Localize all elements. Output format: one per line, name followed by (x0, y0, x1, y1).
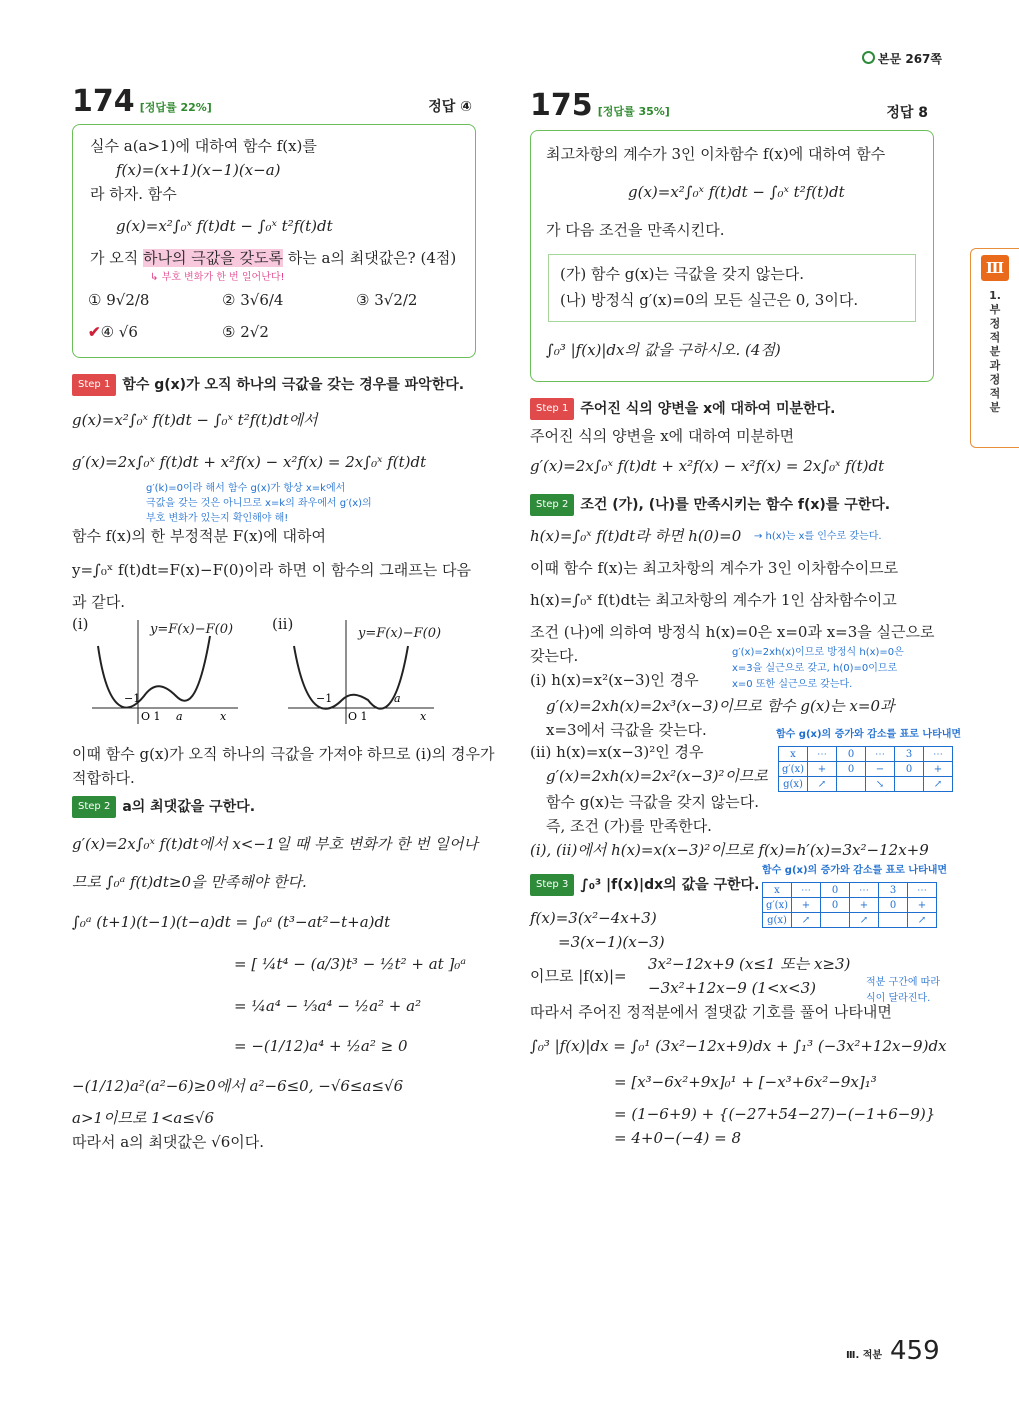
choice-3: ③ 3√2/2 (356, 291, 418, 309)
a175-5: h(x)=∫₀ˣ f(t)dt는 최고차항의 계수가 1인 삼차함수이고 (530, 591, 897, 609)
a175-12: g′(x)=2xh(x)=2x²(x−3)²이므로 (546, 767, 768, 785)
svg-text:x: x (420, 710, 427, 723)
sign-table-2: x ⋯ 0 ⋯ 3 ⋯ g′(x) + 0 + 0 + g(x) ↗ ↗ ↗ (762, 882, 937, 928)
step1-174: Step 1 함수 g(x)가 오직 하나의 극값을 갖는 경우를 파악한다. (72, 374, 464, 396)
s174-1: g(x)=x²∫₀ˣ f(t)dt − ∫₀ˣ t²f(t)dt에서 (72, 411, 318, 429)
a175-18a: 이므로 |f(x)|= (530, 967, 627, 985)
problem-number: 175 (530, 88, 593, 123)
step2-174: Step 2 a의 최댓값을 구한다. (72, 796, 255, 818)
a175-13: 함수 g(x)는 극값을 갖지 않는다. (546, 793, 759, 811)
correct-rate: [정답률 22%] (139, 101, 212, 114)
a175-15: (i), (ii)에서 h(x)=x(x−3)²이므로 f(x)=h′(x)=3x²−12x+9 (530, 841, 929, 859)
a175-22: = (1−6+9) + {(−27+54−27)−(−1+6−9)} (614, 1105, 936, 1123)
s174-7: 적합하다. (72, 769, 135, 787)
svg-text:−1: −1 (124, 692, 141, 705)
a175-7-note3: x=0 또한 실근으로 갖는다. (732, 679, 853, 690)
note174-1: g′(k)=0이라 해서 함수 g(x)가 항상 x=k에서 (146, 483, 346, 494)
a175-23: = 4+0−(−4) = 8 (614, 1129, 742, 1147)
choice-1: ① 9√2/8 (88, 291, 150, 309)
svg-text:x: x (220, 710, 227, 723)
choice-5: ⑤ 2√2 (222, 323, 269, 341)
s174-10: ∫₀ᵃ (t+1)(t−1)(t−a)dt = ∫₀ᵃ (t³−at²−t+a)dt (72, 913, 391, 931)
q174-line5: 가 오직 하나의 극값을 갖도록 하는 a의 최댓값은? (4점) (90, 249, 457, 267)
q174-note: ↳ 부호 변화가 한 번 일어난다! (150, 272, 285, 283)
q174-line4: g(x)=x²∫₀ˣ f(t)dt − ∫₀ˣ t²f(t)dt (116, 217, 333, 235)
a175-7: 갖는다. (530, 647, 579, 665)
answer-label: 정답 8 (886, 105, 928, 121)
a175-1: 주어진 식의 양변을 x에 대하여 미분하면 (530, 427, 795, 445)
note174-2: 극값을 갖는 것은 아니므로 x=k의 좌우에서 g′(x)의 (146, 498, 372, 509)
q174-line2: f(x)=(x+1)(x−1)(x−a) (116, 161, 281, 179)
problem-number: 174 (72, 84, 135, 119)
s174-14: −(1/12)a²(a²−6)≥0에서 a²−6≤0, −√6≤a≤√6 (72, 1077, 404, 1095)
a175-3-note: → h(x)는 x를 인수로 갖는다. (754, 531, 882, 542)
graph2-label: (ii) (272, 615, 294, 633)
s174-11: = [ ¼t⁴ − (a/3)t³ − ½t² + at ]₀ᵃ (234, 955, 466, 973)
q174-line3: 라 하자. 함수 (90, 185, 177, 203)
svg-text:a: a (394, 692, 401, 705)
a175-4: 이때 함수 f(x)는 최고차항의 계수가 3인 이차함수이므로 (530, 559, 899, 577)
s174-16: 따라서 a의 최댓값은 √6이다. (72, 1133, 265, 1151)
check-mark-icon: ✔ (88, 323, 101, 341)
circle-icon (862, 51, 875, 64)
a175-19: 따라서 주어진 정적분에서 절댓값 기호를 풀어 나타내면 (530, 1003, 892, 1021)
correct-rate: [정답률 35%] (597, 105, 670, 118)
page-number: 459 (890, 1336, 940, 1366)
a175-18b: 3x²−12x+9 (x≤1 또는 x≥3) (648, 955, 851, 973)
chapter-label: 1. 부정적분과 정적분 (989, 289, 1001, 414)
sign-table-1: x ⋯ 0 ⋯ 3 ⋯ g′(x) + 0 − 0 + g(x) ↗ ↘ ↗ (778, 746, 953, 792)
step1-175: Step 1 주어진 식의 양변을 x에 대하여 미분한다. (530, 398, 835, 420)
a175-8: (i) h(x)=x²(x−3)인 경우 (530, 671, 699, 689)
choice-4: ✔④ √6 (88, 323, 138, 341)
a175-11: (ii) h(x)=x(x−3)²인 경우 (530, 743, 704, 761)
svg-text:a: a (176, 710, 183, 723)
a175-18-note2: 식이 달라진다. (866, 993, 931, 1004)
condition-2: (나) 방정식 g′(x)=0의 모든 실근은 0, 3이다. (560, 291, 859, 309)
s174-5: 과 같다. (72, 593, 126, 611)
s174-8: g′(x)=2x∫₀ˣ f(t)dt에서 x<−1일 때 부호 변화가 한 번 일어나 (72, 835, 478, 853)
s174-6: 이때 함수 g(x)가 오직 하나의 극값을 가져야 하므로 (i)의 경우가 (72, 745, 495, 763)
a175-14: 즉, 조건 (가)를 만족한다. (546, 817, 712, 835)
graph1-label: (i) (72, 615, 89, 633)
a175-2: g′(x)=2x∫₀ˣ f(t)dt + x²f(x) − x²f(x) = 2x∫₀ˣ f(t)dt (530, 457, 885, 475)
q174-line1: 실수 a(a>1)에 대하여 함수 f(x)를 (90, 137, 317, 155)
graph2-func: y=F(x)−F(0) (358, 626, 442, 641)
q175-line4: ∫₀³ |f(x)|dx의 값을 구하시오. (4점) (546, 341, 781, 359)
a175-16: f(x)=3(x²−4x+3) (530, 909, 657, 927)
q175-line1: 최고차항의 계수가 3인 이차함수 f(x)에 대하여 함수 (546, 145, 886, 163)
s174-3: 함수 f(x)의 한 부정적분 F(x)에 대하여 (72, 527, 327, 545)
page-ref: 본문 267쪽 (862, 50, 942, 67)
svg-text:O 1: O 1 (141, 710, 161, 723)
a175-10: x=3에서 극값을 갖는다. (546, 721, 707, 739)
s174-13: = −(1/12)a⁴ + ½a² ≥ 0 (234, 1037, 408, 1055)
a175-9: g′(x)=2xh(x)=2x³(x−3)이므로 함수 g(x)는 x=0과 (546, 697, 895, 715)
condition-1: (가) 함수 g(x)는 극값을 갖지 않는다. (560, 265, 804, 283)
a175-18c: −3x²+12x−9 (1<x<3) (648, 979, 816, 997)
table1-title: 함수 g(x)의 증가와 감소를 표로 나타내면 (776, 729, 962, 740)
problem-175-header (530, 88, 932, 126)
s174-15: a>1이므로 1<a≤√6 (72, 1109, 215, 1127)
s174-9: 므로 ∫₀ᵃ f(t)dt≥0을 만족해야 한다. (72, 873, 307, 891)
a175-18-note1: 적분 구간에 따라 (866, 977, 940, 988)
s174-12: = ¼a⁴ − ⅓a⁴ − ½a² + a² (234, 997, 422, 1015)
answer-label: 정답 ④ (428, 99, 472, 115)
problem-174-header (72, 84, 476, 122)
q175-line2: g(x)=x²∫₀ˣ f(t)dt − ∫₀ˣ t²f(t)dt (628, 183, 845, 201)
note174-3: 부호 변화가 있는지 확인해야 해! (146, 513, 289, 524)
choice-2: ② 3√6/4 (222, 291, 284, 309)
a175-3: h(x)=∫₀ˣ f(t)dt라 하면 h(0)=0 (530, 527, 742, 545)
graph1-func: y=F(x)−F(0) (150, 622, 234, 637)
svg-text:O 1: O 1 (348, 710, 368, 723)
s174-2: g′(x)=2x∫₀ˣ f(t)dt + x²f(x) − x²f(x) = 2x∫₀ˣ f(t)dt (72, 453, 427, 471)
a175-20: ∫₀³ |f(x)|dx = ∫₀¹ (3x²−12x+9)dx + ∫₁³ (−3x²+12x−9)dx (530, 1037, 947, 1055)
a175-21: = [x³−6x²+9x]₀¹ + [−x³+6x²−9x]₁³ (614, 1073, 877, 1091)
chapter-roman: Ⅲ (981, 255, 1009, 281)
a175-17: =3(x−1)(x−3) (558, 933, 665, 951)
svg-text:−1: −1 (316, 692, 333, 705)
step2-175: Step 2 조건 (가), (나)를 만족시키는 함수 f(x)를 구한다. (530, 494, 890, 516)
highlight-text: 하나의 극값을 갖도록 (143, 249, 283, 267)
step3-175: Step 3 ∫₀³ |f(x)|dx의 값을 구한다. (530, 874, 759, 896)
q175-line3: 가 다음 조건을 만족시킨다. (546, 221, 725, 239)
footer-section: Ⅲ. 적분 (846, 1350, 883, 1361)
a175-7-note1: g′(x)=2xh(x)이므로 방정식 h(x)=0은 (732, 647, 904, 658)
s174-4: y=∫₀ˣ f(t)dt=F(x)−F(0)이라 하면 이 함수의 그래프는 다음 (72, 561, 471, 579)
table2-title: 함수 g(x)의 증가와 감소를 표로 나타내면 (762, 865, 948, 876)
chapter-tab (970, 248, 1019, 448)
a175-7-note2: x=3을 실근으로 갖고, h(0)=0이므로 (732, 663, 898, 674)
a175-6: 조건 (나)에 의하여 방정식 h(x)=0은 x=0과 x=3을 실근으로 (530, 623, 935, 641)
